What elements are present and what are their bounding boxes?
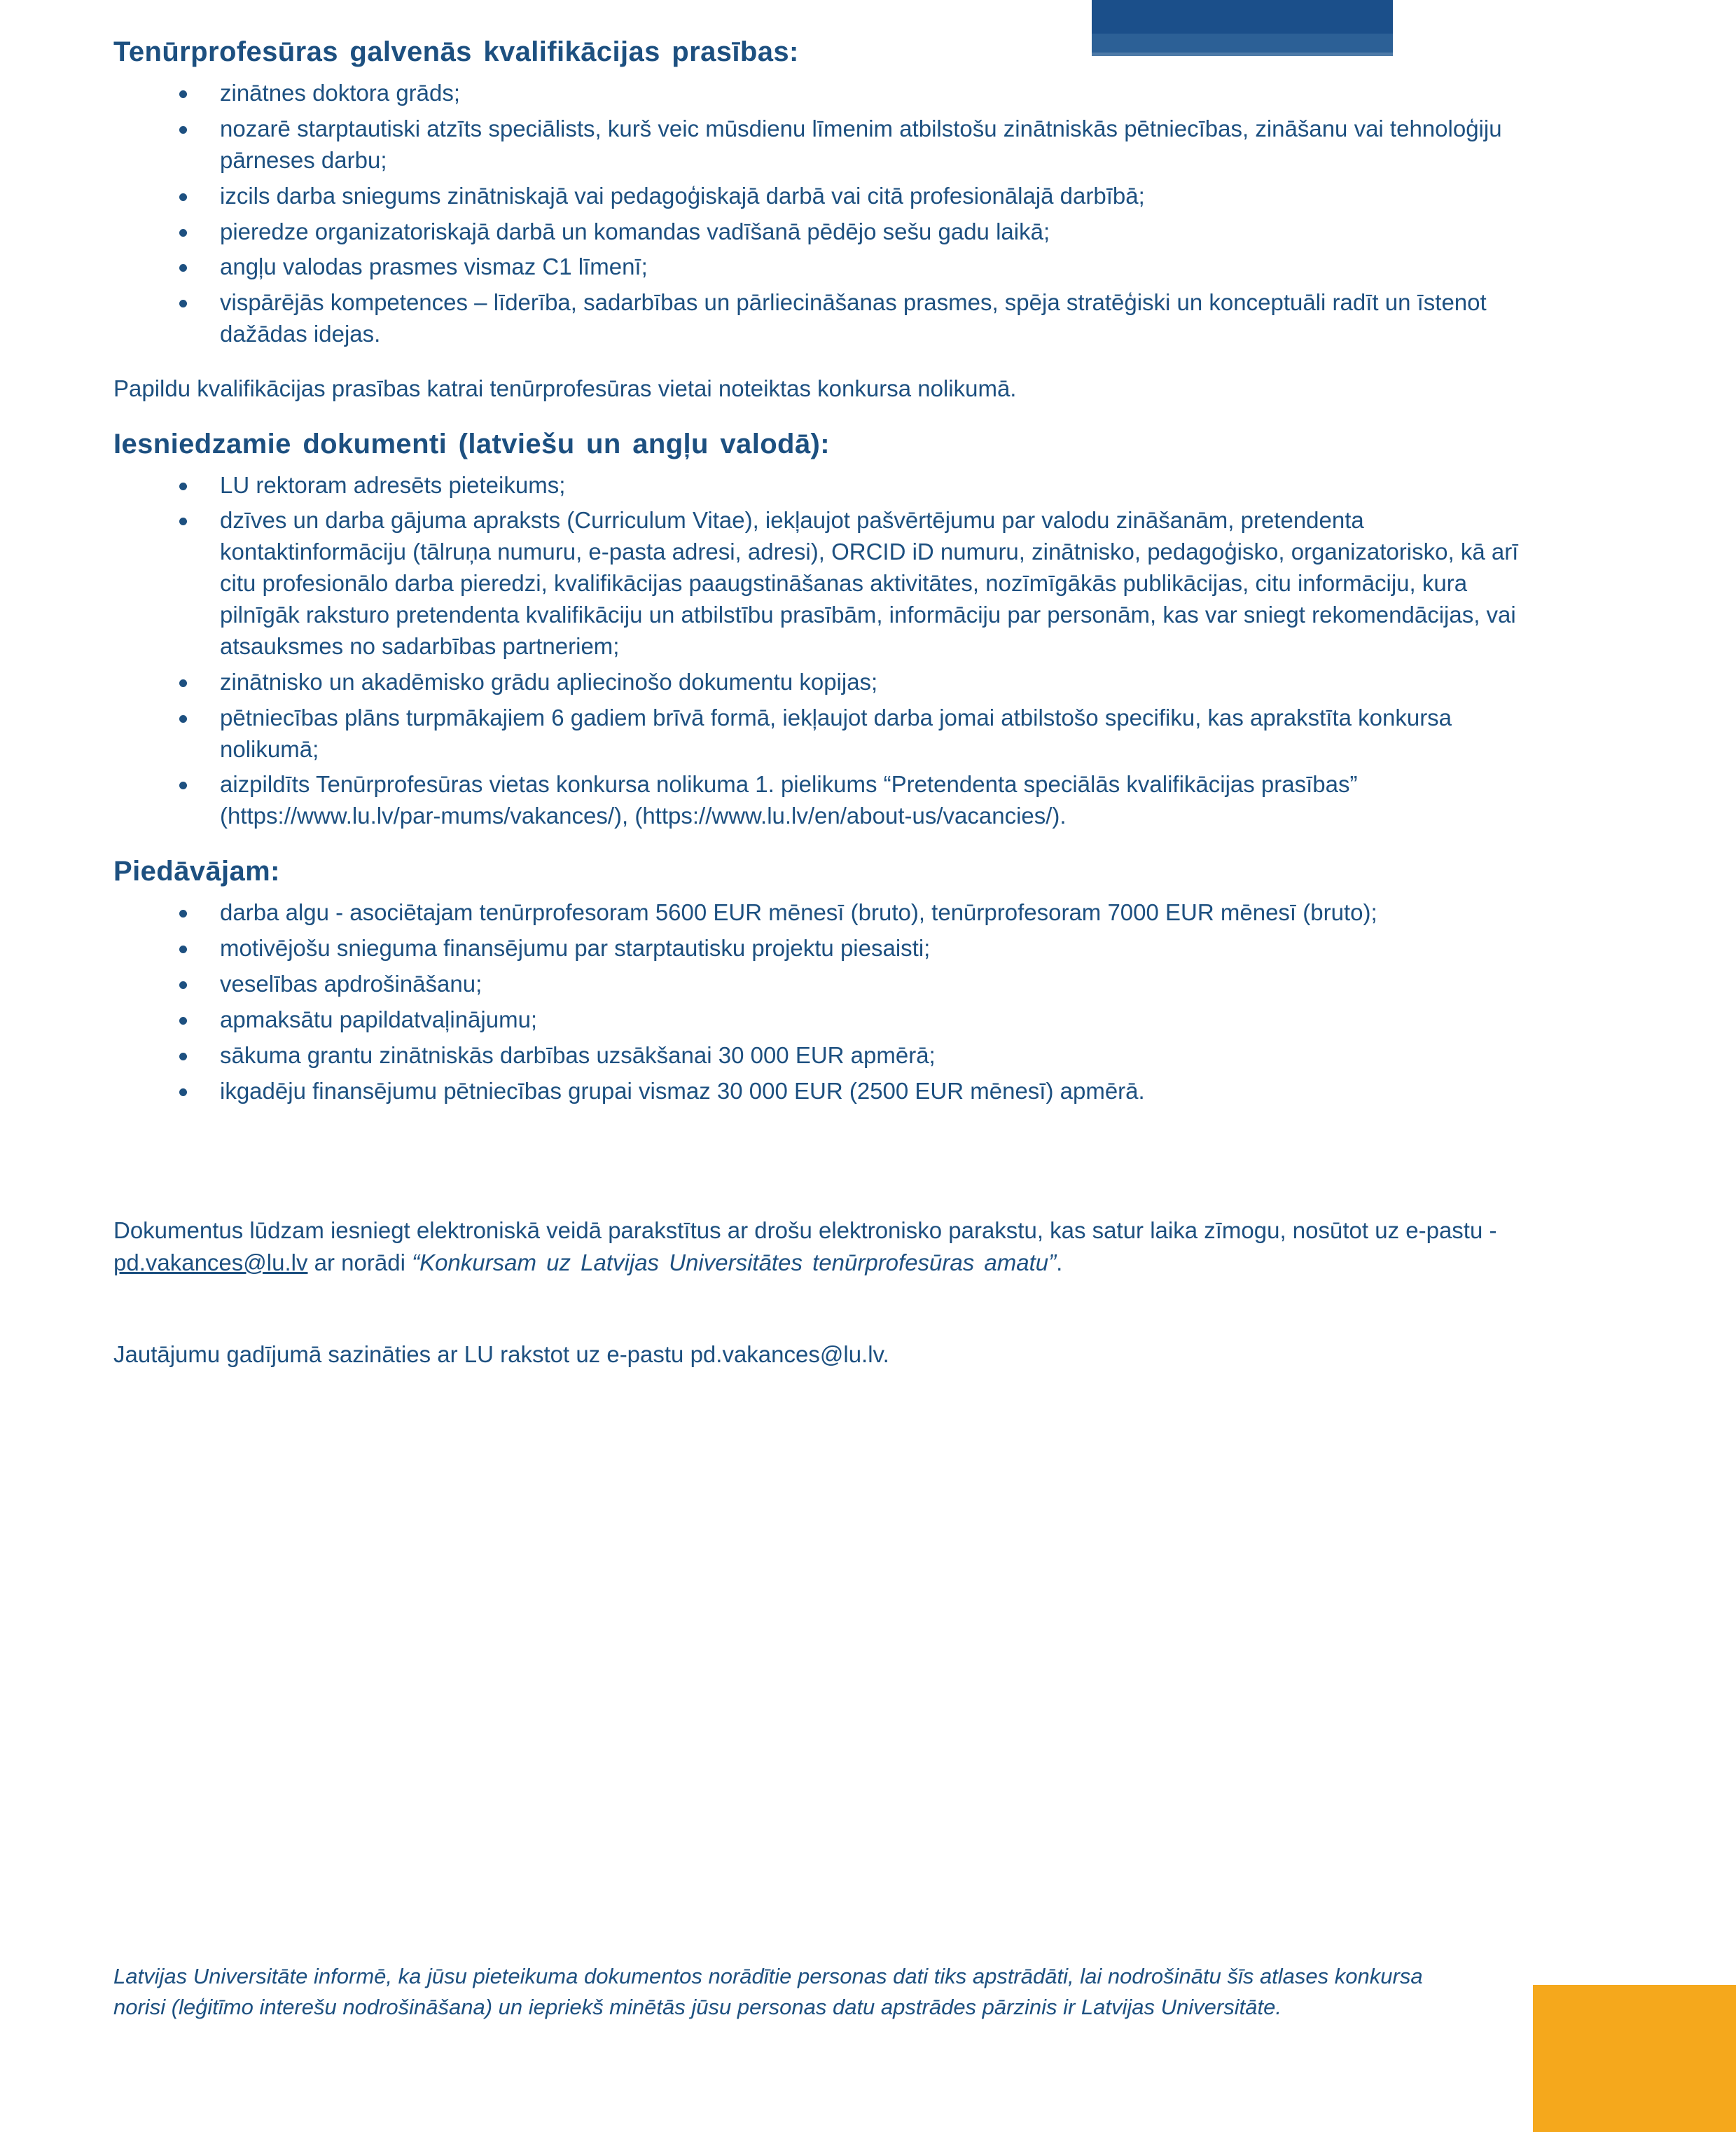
submission-quote: “Konkursam uz Latvijas Universitātes tenūrprofesūras amatu” — [412, 1249, 1057, 1275]
list-item: sākuma grantu zinātniskās darbības uzsākšanai 30 000 EUR apmērā; — [113, 1040, 1528, 1072]
privacy-note: Latvijas Universitāte informē, ka jūsu pieteikuma dokumentos norādītie personas dati tiks apstrādāti, lai nodrošinātu šīs atlases konkursa norisi (leģitīmo interešu nodrošināšana) un iepriekš minētās jūsu personas datu apstrādes pārzinis ir Latvijas Universitāte. — [113, 1964, 1423, 2020]
list-item: motivējošu snieguma finansējumu par starptautisku projektu piesaisti; — [113, 933, 1528, 964]
documents-list — [113, 470, 1528, 833]
list-item: izcils darba sniegums zinātniskajā vai pedagoģiskajā darbā vai citā profesionālajā darbībā; — [113, 181, 1528, 212]
section-qualifications — [113, 36, 1528, 405]
qualifications-note: Papildu kvalifikācijas prasības katrai tenūrprofesūras vietai noteiktas konkursa nolikumā. — [113, 375, 1017, 401]
submission-text-before: Dokumentus lūdzam iesniegt elektroniskā veidā parakstītus ar drošu elektronisko parakstu, kas satur laika zīmogu, nosūtot uz e-pastu - — [113, 1217, 1497, 1244]
list-item: vispārējās kompetences – līderība, sadarbības un pārliecināšanas prasmes, spēja stratēģiski un konceptuāli radīt un īstenot dažādas idejas. — [113, 287, 1528, 350]
section-offer — [113, 856, 1528, 1107]
list-item: apmaksātu papildatvaļinājumu; — [113, 1004, 1528, 1036]
questions-paragraph: Jautājumu gadījumā sazināties ar LU rakstot uz e-pastu pd.vakances@lu.lv. — [113, 1341, 889, 1368]
list-item: veselības apdrošināšanu; — [113, 969, 1528, 1000]
list-item: angļu valodas prasmes vismaz C1 līmenī; — [113, 251, 1528, 283]
list-item: nozarē starptautiski atzīts speciālists, kurš veic mūsdienu līmenim atbilstošu zinātniskās pētniecības, zināšanu vai tehnoloģiju pārneses darbu; — [113, 113, 1528, 176]
section-documents — [113, 429, 1528, 833]
email-link[interactable]: pd.vakances@lu.lv — [113, 1249, 308, 1275]
submission-paragraph — [113, 1214, 1528, 1278]
list-item: zinātnisko un akadēmisko grādu apliecinošo dokumentu kopijas; — [113, 667, 1528, 698]
list-item: dzīves un darba gājuma apraksts (Curriculum Vitae), iekļaujot pašvērtējumu par valodu zināšanām, pretendenta kontaktinformāciju (tālruņa numuru, e-pasta adresi, adresi), ORCID iD numuru, zinātnisko, pedagoģisko, organizatorisko, kā arī citu profesionālo darba pieredzi, kvalifikācijas paaugstināšanas aktivitātes, nozīmīgākās publikācijas, citu informāciju, kura pilnīgāk raksturo pretendenta kvalifikāciju un atbilstību prasībām, informāciju par personām, kas var sniegt rekomendācijas, vai atsauksmes no sadarbības partneriem; — [113, 505, 1528, 662]
list-item: LU rektoram adresēts pieteikums; — [113, 470, 1528, 501]
qualifications-list — [113, 78, 1528, 350]
offer-title: Piedāvājam: — [113, 856, 280, 887]
list-item: pētniecības plāns turpmākajiem 6 gadiem brīvā formā, iekļaujot darba jomai atbilstošo specifiku, kas aprakstīta konkursa nolikumā; — [113, 702, 1528, 766]
submission-text-after: ar norādi — [307, 1249, 412, 1275]
footer-decoration-square — [1533, 1985, 1736, 2132]
list-item: darba algu - asociētajam tenūrprofesoram 5600 EUR mēnesī (bruto), tenūrprofesoram 7000 EUR mēnesī (bruto); — [113, 897, 1528, 929]
documents-title: Iesniedzamie dokumenti (latviešu un angļu valodā): — [113, 428, 830, 459]
list-item: ikgadēju finansējumu pētniecības grupai vismaz 30 000 EUR (2500 EUR mēnesī) apmērā. — [113, 1076, 1528, 1107]
list-item: pieredze organizatoriskajā darbā un komandas vadīšanā pēdējo sešu gadu laikā; — [113, 216, 1528, 248]
list-item: aizpildīts Tenūrprofesūras vietas konkursa nolikuma 1. pielikums “Pretendenta speciālās kvalifikācijas prasības” (https://www.lu.lv/par-mums/vakances/), (https://www.lu.lv/en/about-us/vacancies/). — [113, 769, 1528, 832]
list-item: zinātnes doktora grāds; — [113, 78, 1528, 109]
offer-list — [113, 897, 1528, 1107]
document-content — [113, 36, 1528, 1371]
submission-text-end: . — [1056, 1249, 1063, 1275]
privacy-note-block — [113, 1961, 1444, 2023]
qualifications-title: Tenūrprofesūras galvenās kvalifikācijas prasības: — [113, 36, 799, 67]
